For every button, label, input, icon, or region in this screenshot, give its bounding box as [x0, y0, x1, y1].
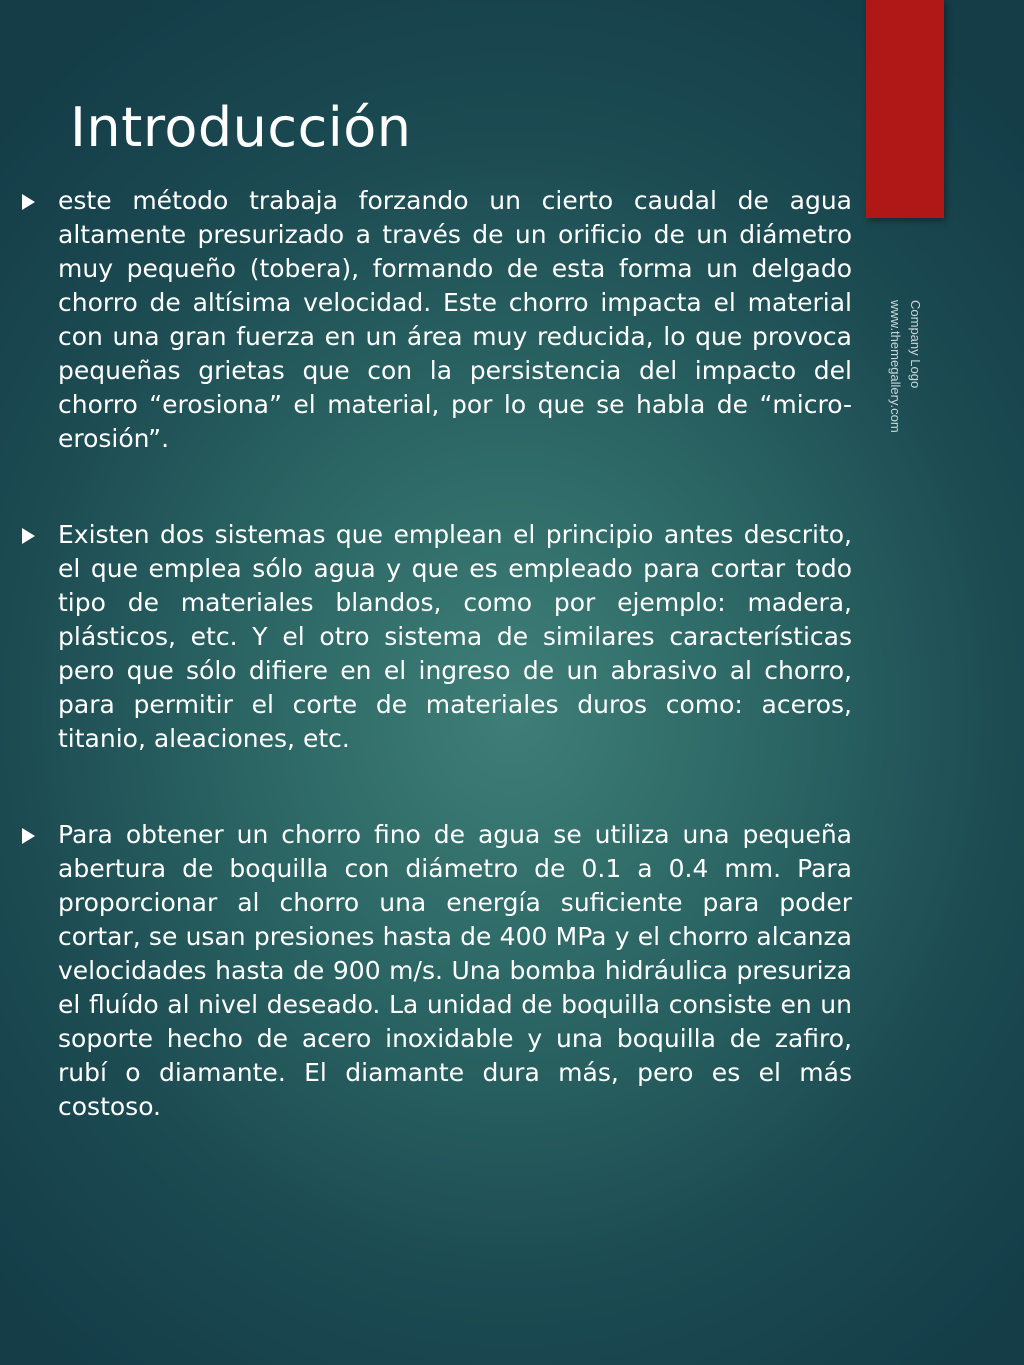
list-item [22, 184, 852, 456]
slide-title: Introducción [70, 96, 412, 159]
company-logo-label: Company Logo [908, 300, 923, 389]
triangle-bullet-icon [22, 194, 35, 210]
triangle-bullet-icon [22, 528, 35, 544]
bullet-text: Existen dos sistemas que emplean el principio antes descrito, el que emplea sólo agua y que es empleado para cortar todo tipo de materiales blandos, como por ejemplo: madera, plásticos, etc. Y el otro sistema de similares características pero que sólo difiere en el ingreso de un abrasivo al chorro, para permitir el corte de materiales duros como: aceros, titanio, aleaciones, etc. [58, 520, 852, 753]
list-item [22, 518, 852, 756]
website-label: www.themegallery.com [888, 300, 903, 433]
accent-bar [866, 0, 944, 218]
bullet-list [22, 184, 852, 1124]
bullet-text: este método trabaja forzando un cierto caudal de agua altamente presurizado a través de un orificio de un diámetro muy pequeño (tobera), formando de esta forma un delgado chorro de altísima velocidad. Este chorro impacta el material con una gran fuerza en un área muy reducida, lo que provoca pequeñas grietas que con la persistencia del impacto del chorro “erosiona” el material, por lo que se habla de “micro-erosión”. [58, 186, 852, 453]
bullet-text: Para obtener un chorro fino de agua se utiliza una pequeña abertura de boquilla con diámetro de 0.1 a 0.4 mm. Para proporcionar al chorro una energía suficiente para poder cortar, se usan presiones hasta de 400 MPa y el chorro alcanza velocidades hasta de 900 m/s. Una bomba hidráulica presuriza el fluído al nivel deseado. La unidad de boquilla consiste en un soporte hecho de acero inoxidable y una boquilla de zafiro, rubí o diamante. El diamante dura más, pero es el más costoso. [58, 820, 852, 1121]
list-item [22, 818, 852, 1124]
company-logo-text [877, 300, 925, 480]
triangle-bullet-icon [22, 828, 35, 844]
